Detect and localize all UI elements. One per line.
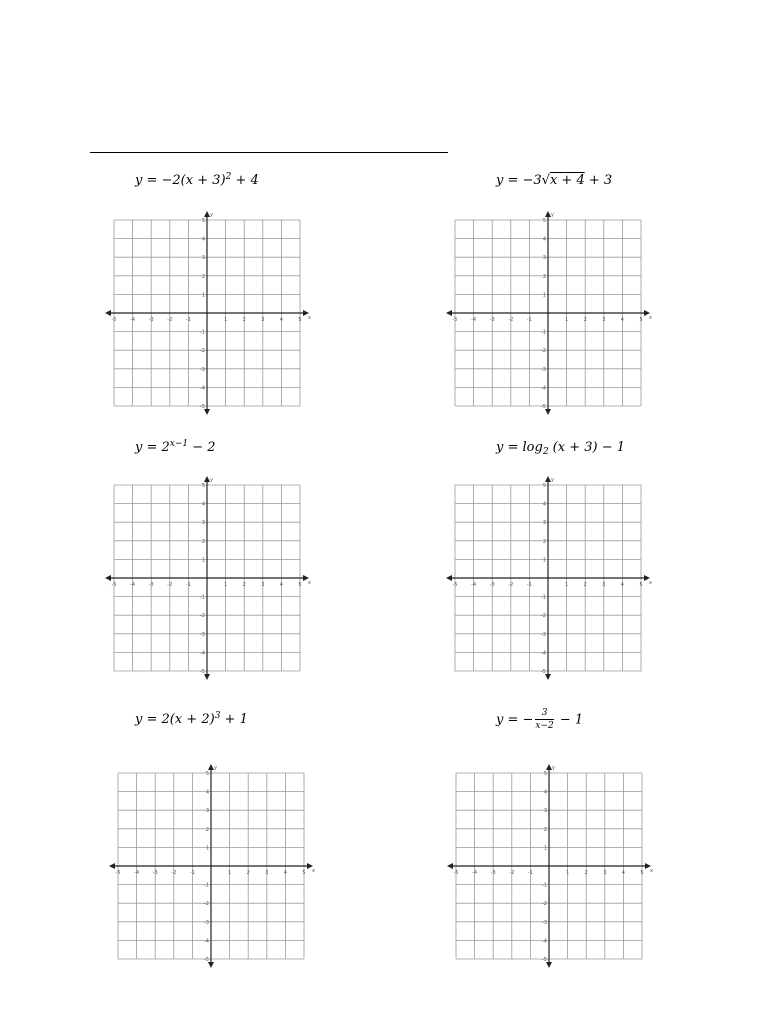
x-tick-label: -4 [134, 870, 140, 876]
equation-1: $y = -2(x + 3)^2 + 4$ [135, 172, 259, 188]
y-tick-label: -2 [541, 613, 546, 620]
y-axis-label: y [210, 477, 213, 483]
y-tick-label: -3 [204, 919, 209, 926]
x-tick-label: 1 [565, 582, 569, 588]
x-tick-label: -3 [489, 582, 495, 588]
x-tick-label: -1 [527, 870, 533, 876]
x-tick-label: 1 [224, 317, 228, 323]
x-tick-label: 4 [621, 870, 625, 876]
y-tick-label: 2 [205, 826, 209, 833]
y-tick-label: -5 [542, 957, 547, 963]
coordinate-grid-1[interactable] [104, 210, 314, 424]
x-tick-label: 4 [279, 317, 283, 323]
x-tick-label: 5 [639, 317, 643, 323]
grid-svg [108, 763, 314, 969]
x-tick-label: 2 [242, 317, 246, 323]
y-tick-label: -5 [200, 669, 205, 675]
x-tick-label: 2 [583, 317, 587, 323]
y-axis-label: y [210, 212, 213, 218]
x-tick-label: -2 [509, 870, 515, 876]
equation-5: $y = 2(x + 2)^3 + 1$ [135, 711, 248, 727]
arrow-left-icon [446, 575, 452, 581]
y-tick-label: -2 [541, 348, 546, 355]
y-tick-label: -1 [204, 882, 209, 889]
y-tick-label: 5 [542, 483, 546, 489]
x-tick-label: -5 [111, 317, 117, 323]
x-axis-label: x [649, 315, 652, 321]
x-tick-label: -1 [526, 582, 532, 588]
coordinate-grid-5[interactable] [108, 763, 318, 977]
x-tick-label: -1 [526, 317, 532, 323]
y-tick-label: -2 [542, 901, 547, 908]
y-tick-label: -1 [541, 594, 546, 601]
y-axis-label: y [214, 765, 217, 771]
x-axis-label: x [308, 580, 311, 586]
y-tick-label: -1 [200, 329, 205, 336]
y-axis-label: y [552, 765, 555, 771]
x-tick-label: 5 [302, 870, 306, 876]
x-tick-label: -5 [453, 870, 459, 876]
grid-svg [445, 210, 651, 416]
x-tick-label: 5 [640, 870, 644, 876]
x-tick-label: -1 [185, 317, 191, 323]
x-tick-label: -3 [148, 317, 154, 323]
x-tick-label: 1 [224, 582, 228, 588]
arrow-left-icon [109, 863, 115, 869]
x-axis-label: x [312, 868, 315, 874]
y-tick-label: 4 [201, 501, 205, 508]
y-tick-label: 5 [542, 218, 546, 224]
x-tick-label: -1 [189, 870, 195, 876]
arrow-left-icon [447, 863, 453, 869]
x-tick-label: -5 [111, 582, 117, 588]
equation-2: y = −3√x + 4 + 3 [496, 173, 613, 188]
y-axis-label: y [551, 477, 554, 483]
y-tick-label: -4 [200, 650, 205, 657]
y-axis-label: y [551, 212, 554, 218]
x-tick-label: 3 [602, 317, 606, 323]
x-tick-label: 2 [583, 582, 587, 588]
y-tick-label: -1 [200, 594, 205, 601]
y-tick-label: -4 [204, 938, 209, 945]
y-tick-label: -4 [541, 385, 546, 392]
header-rule [90, 152, 448, 153]
y-tick-label: -5 [541, 669, 546, 675]
x-tick-label: 2 [584, 870, 588, 876]
y-tick-label: -2 [200, 613, 205, 620]
x-tick-label: 1 [565, 317, 569, 323]
y-tick-label: -4 [541, 650, 546, 657]
y-tick-label: 3 [201, 520, 205, 527]
y-tick-label: -1 [542, 882, 547, 889]
grid-svg [104, 475, 310, 681]
x-tick-label: 4 [620, 317, 624, 323]
x-tick-label: 3 [265, 870, 269, 876]
x-tick-label: -4 [130, 582, 136, 588]
x-tick-label: 5 [298, 582, 302, 588]
x-tick-label: 3 [261, 317, 265, 323]
y-tick-label: -4 [542, 938, 547, 945]
y-tick-label: -2 [204, 901, 209, 908]
coordinate-grid-3[interactable] [104, 475, 314, 689]
x-tick-label: 2 [246, 870, 250, 876]
x-tick-label: -3 [148, 582, 154, 588]
y-tick-label: -3 [542, 919, 547, 926]
x-tick-label: 1 [228, 870, 232, 876]
y-tick-label: 5 [201, 483, 205, 489]
y-tick-label: 4 [205, 789, 209, 796]
x-tick-label: 1 [566, 870, 570, 876]
x-tick-label: 4 [620, 582, 624, 588]
x-tick-label: -5 [115, 870, 121, 876]
x-tick-label: 3 [603, 870, 607, 876]
y-tick-label: -3 [200, 631, 205, 638]
x-tick-label: -4 [471, 582, 477, 588]
x-axis-label: x [650, 868, 653, 874]
y-tick-label: 1 [542, 557, 546, 564]
x-axis-label: x [649, 580, 652, 586]
y-tick-label: 1 [542, 292, 546, 299]
x-tick-label: -5 [452, 582, 458, 588]
y-tick-label: 4 [542, 236, 546, 243]
y-tick-label: 1 [543, 845, 547, 852]
x-tick-label: -1 [185, 582, 191, 588]
x-tick-label: -2 [508, 582, 514, 588]
grid-svg [446, 763, 652, 969]
y-tick-label: -4 [200, 385, 205, 392]
y-tick-label: 5 [201, 218, 205, 224]
x-tick-label: 3 [602, 582, 606, 588]
y-tick-label: -5 [200, 404, 205, 410]
x-tick-label: -4 [471, 317, 477, 323]
x-tick-label: -3 [489, 317, 495, 323]
y-tick-label: 4 [542, 501, 546, 508]
y-tick-label: 3 [542, 255, 546, 262]
x-axis-label: x [308, 315, 311, 321]
coordinate-grid-4[interactable] [445, 475, 655, 689]
coordinate-grid-6[interactable] [446, 763, 656, 977]
x-tick-label: 2 [242, 582, 246, 588]
arrow-left-icon [446, 310, 452, 316]
x-tick-label: 5 [298, 317, 302, 323]
x-tick-label: -2 [167, 582, 173, 588]
y-tick-label: 3 [542, 520, 546, 527]
x-tick-label: -5 [452, 317, 458, 323]
y-tick-label: -5 [204, 957, 209, 963]
grid-svg [445, 475, 651, 681]
y-tick-label: 1 [205, 845, 209, 852]
y-tick-label: -3 [200, 366, 205, 373]
equation-4: $y = \log_2 (x + 3) - 1$ [496, 440, 626, 457]
coordinate-grid-2[interactable] [445, 210, 655, 424]
arrow-left-icon [105, 575, 111, 581]
y-tick-label: -2 [200, 348, 205, 355]
x-tick-label: -3 [152, 870, 158, 876]
x-tick-label: 4 [279, 582, 283, 588]
y-tick-label: 4 [543, 789, 547, 796]
x-tick-label: -3 [490, 870, 496, 876]
y-tick-label: -1 [541, 329, 546, 336]
grid-svg [104, 210, 310, 416]
y-tick-label: 2 [543, 826, 547, 833]
y-tick-label: -5 [541, 404, 546, 410]
y-tick-label: 3 [201, 255, 205, 262]
arrow-left-icon [105, 310, 111, 316]
x-tick-label: 5 [639, 582, 643, 588]
x-tick-label: -2 [171, 870, 177, 876]
y-tick-label: 5 [543, 771, 547, 777]
x-tick-label: 4 [283, 870, 287, 876]
x-tick-label: 3 [261, 582, 265, 588]
y-tick-label: 5 [205, 771, 209, 777]
y-tick-label: -3 [541, 366, 546, 373]
y-tick-label: 3 [543, 808, 547, 815]
equation-6: y = − $\frac{3}{x-2}$ − 1 [496, 708, 584, 731]
x-tick-label: -2 [167, 317, 173, 323]
y-tick-label: 1 [201, 557, 205, 564]
y-tick-label: 2 [201, 538, 205, 545]
y-tick-label: 1 [201, 292, 205, 299]
x-tick-label: -4 [130, 317, 136, 323]
x-tick-label: -2 [508, 317, 514, 323]
x-tick-label: -4 [472, 870, 478, 876]
y-tick-label: -3 [541, 631, 546, 638]
equation-3: $y = 2^{x-1} - 2$ [135, 439, 216, 455]
y-tick-label: 4 [201, 236, 205, 243]
y-tick-label: 3 [205, 808, 209, 815]
y-tick-label: 2 [542, 538, 546, 545]
y-tick-label: 2 [542, 273, 546, 280]
y-tick-label: 2 [201, 273, 205, 280]
